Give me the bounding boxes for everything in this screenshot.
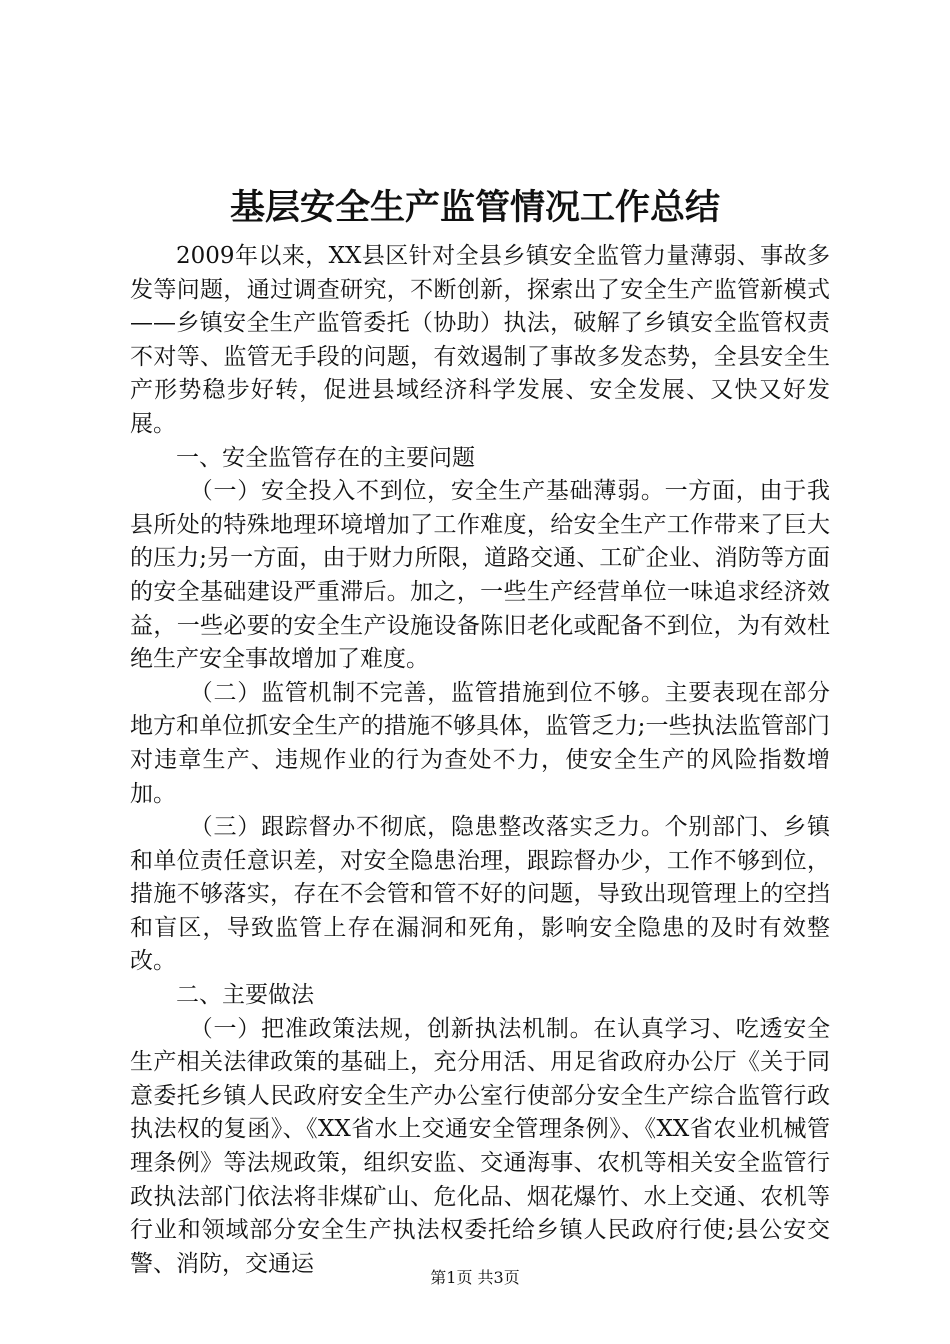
paragraph-1-1: （一）安全投入不到位，安全生产基础薄弱。一方面，由于我县所处的特殊地理环境增加了工作难度，给安全生产工作带来了巨大的压力;另一方面，由于财力所限，道路交通、工矿企业、消防等方面的安全基础建设严重滞后。加之，一些生产经营单位一味追求经济效益，一些必要的安全生产设施设备陈旧老化或配备不到位，为有效杜绝生产安全事故增加了难度。 (130, 478, 830, 673)
section-heading-2: 二、主要做法 (176, 982, 314, 1009)
paragraph-2-1: （一）把准政策法规，创新执法机制。在认真学习、吃透安全生产相关法律政策的基础上，充分用活、用足省政府办公厅《关于同意委托乡镇人民政府安全生产办公室行使部分安全生产综合监管行政执法权的复函》、《XX省水上交通安全管理条例》、《XX省农业机械管理条例》等法规政策，组织安监、交通海事、农机等相关安全监管行政执法部门依法将非煤矿山、危化品、烟花爆竹、水上交通、农机等行业和领域部分安全生产执法权委托给乡镇人民政府行使;县公安交警、消防，交通运 (130, 1015, 830, 1277)
paragraph-1-3: （三）跟踪督办不彻底，隐患整改落实乏力。个别部门、乡镇和单位责任意识差，对安全隐患治理，跟踪督办少，工作不够到位，措施不够落实，存在不会管和管不好的问题，导致出现管理上的空挡和盲区，导致监管上存在漏洞和死角，影响安全隐患的及时有效整改。 (130, 814, 830, 975)
document-title: 基层安全生产监管情况工作总结 (229, 187, 720, 228)
paragraph-1-2: （二）监管机制不完善，监管措施到位不够。主要表现在部分地方和单位抓安全生产的措施不够具体，监管乏力;一些执法监管部门对违章生产、违规作业的行为查处不力，使安全生产的风险指数增加。 (130, 679, 830, 807)
intro-paragraph: 2009年以来，XX县区针对全县乡镇安全监管力量薄弱、事故多发等问题，通过调查研究，不断创新，探索出了安全生产监管新模式——乡镇安全生产监管委托（协助）执法，破解了乡镇安全监管权责不对等、监管无手段的问题，有效遏制了事故多发态势，全县安全生产形势稳步好转，促进县域经济科学发展、安全发展、又快又好发展。 (130, 243, 830, 437)
page-footer: 第1页 共3页 (430, 1268, 520, 1287)
section-heading-1: 一、安全监管存在的主要问题 (176, 444, 475, 471)
document-body (130, 240, 830, 1281)
